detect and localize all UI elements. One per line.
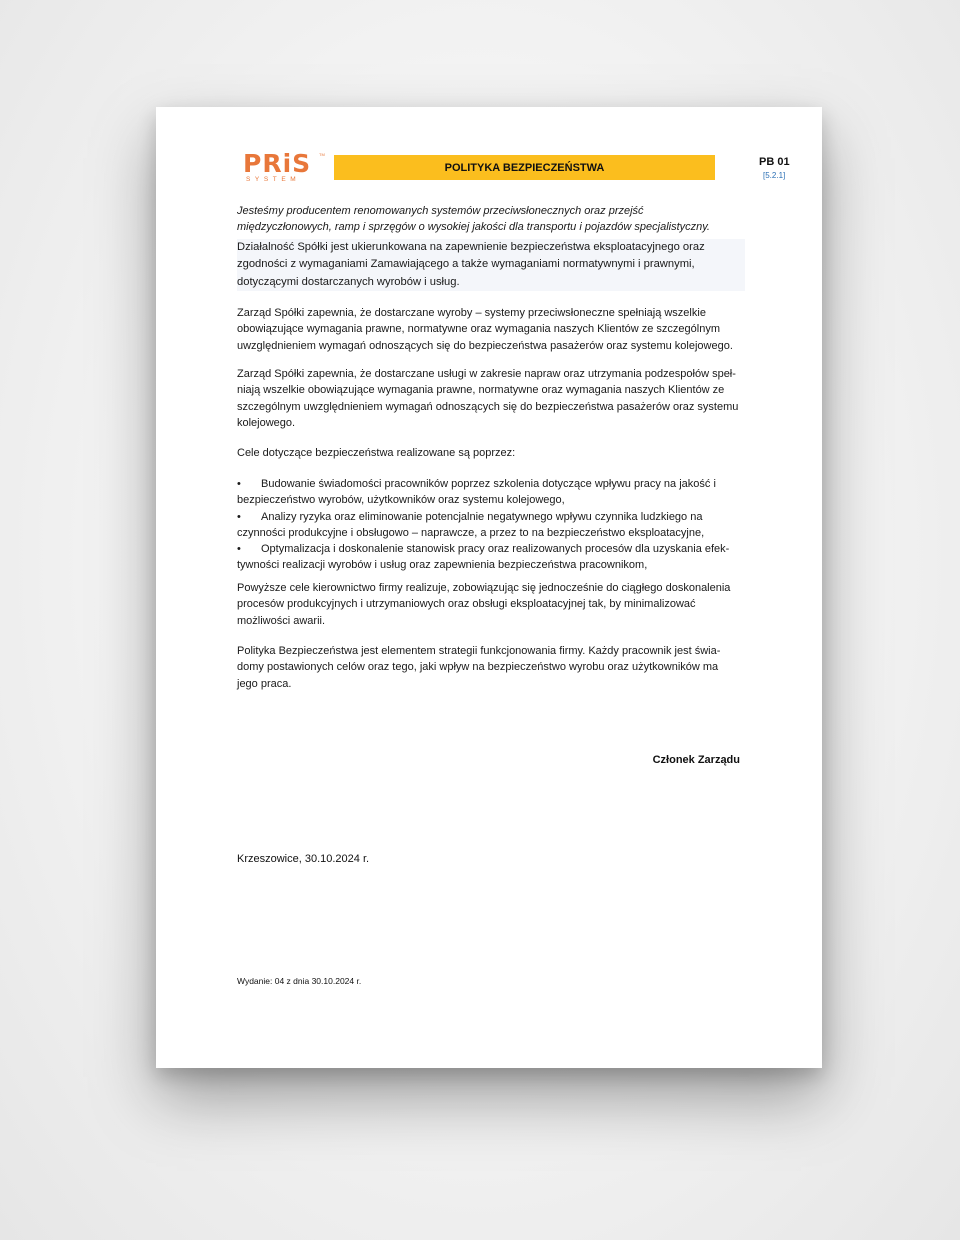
title-bar (334, 155, 715, 180)
list-item (237, 541, 741, 574)
goals-list (237, 476, 741, 574)
company-logo (243, 149, 325, 184)
list-item-text: Optymalizacja i doskonalenie stanowisk pracy oraz realizowanych procesów dla uzyskania efek-tywności realizacji wyrobów i usług oraz zapewnienia bezpieczeństwa pracownikom, (237, 543, 730, 572)
document-reference: [5.2.1] (763, 171, 786, 180)
logo-subtitle: SYSTEM (246, 176, 301, 183)
place-date: Krzeszowice, 30.10.2024 r. (237, 853, 370, 865)
document-code: PB 01 (759, 156, 790, 168)
logo-wordmark: PRiS (243, 149, 312, 178)
bullet-icon: • (237, 478, 241, 490)
commitment-paragraph: Powyższe cele kierownictwo firmy realizuje, zobowiązując się jednocześnie do ciągłego doskonalenia procesów produkcyjnych i utrzymaniowych oraz obsługi eksploatacyjnej tak, by minimalizować możliwości awarii. (237, 582, 731, 627)
policy-paragraph: Polityka Bezpieczeństwa jest elementem strategii funkcjonowania firmy. Każdy pracownik jest świa-domy postawionych celów oraz tego, jaki wpływ na bezpieczeństwo wyrobu oraz użytkowników ma jego praca. (237, 645, 721, 690)
intro-paragraph: Jesteśmy producentem renomowanych systemów przeciwsłonecznych oraz przejść międzyczłonowych, ramp i sprzęgów o wysokiej jakości dla transportu i pojazdów specjalistyczny. (237, 205, 710, 234)
highlight-paragraph: Działalność Spółki jest ukierunkowana na zapewnienie bezpieczeństwa eksploatacyjnego oraz zgodności z wymaganiami Zamawiającego a także wymaganiami normatywnymi i prawnymi, dotyczącymi dostarczanych wyrobów i usług. (237, 239, 745, 291)
list-item (237, 476, 741, 509)
goals-intro: Cele dotyczące bezpieczeństwa realizowane są poprzez: (237, 447, 516, 459)
logo-trademark: TM (319, 152, 325, 157)
services-paragraph: Zarząd Spółki zapewnia, że dostarczane usługi w zakresie napraw oraz utrzymania podzespołów speł-niają wszelkie obowiązujące wymagania prawne, normatywne oraz wymagania naszych Klientów ze szczególnym uwzględnieniem wymagań odnoszących się do bezpieczeństwa pasażerów oraz systemu kolejowego. (237, 368, 739, 429)
list-item-text: Budowanie świadomości pracowników poprzez szkolenia dotyczące wpływu pracy na jakość i bezpieczeństwo wyrobów, użytkowników oraz systemu kolejowego, (237, 478, 716, 507)
products-paragraph: Zarząd Spółki zapewnia, że dostarczane wyroby – systemy przeciwsłoneczne spełniają wszelkie obowiązujące wymagania prawne, normatywne oraz wymagania naszych Klientów ze szczególnym uwzględnieniem wymagań odnoszących się do bezpieczeństwa pasażerów oraz systemu kolejowego. (237, 307, 733, 352)
document-title: POLITYKA BEZPIECZEŃSTWA (444, 161, 605, 174)
signatory: Członek Zarządu (652, 754, 740, 766)
bullet-icon: • (237, 510, 241, 523)
bullet-icon: • (237, 543, 241, 556)
list-item (237, 509, 741, 542)
edition-info: Wydanie: 04 z dnia 30.10.2024 r. (237, 976, 362, 986)
list-item-text: Analizy ryzyka oraz eliminowanie potencjalnie negatywnego wpływu czynnika ludzkiego na czynności produkcyjne i obsługowo – naprawcze, a przez to na bezpieczeństwo eksploatacyjne, (237, 510, 705, 539)
document-page (156, 107, 822, 1068)
